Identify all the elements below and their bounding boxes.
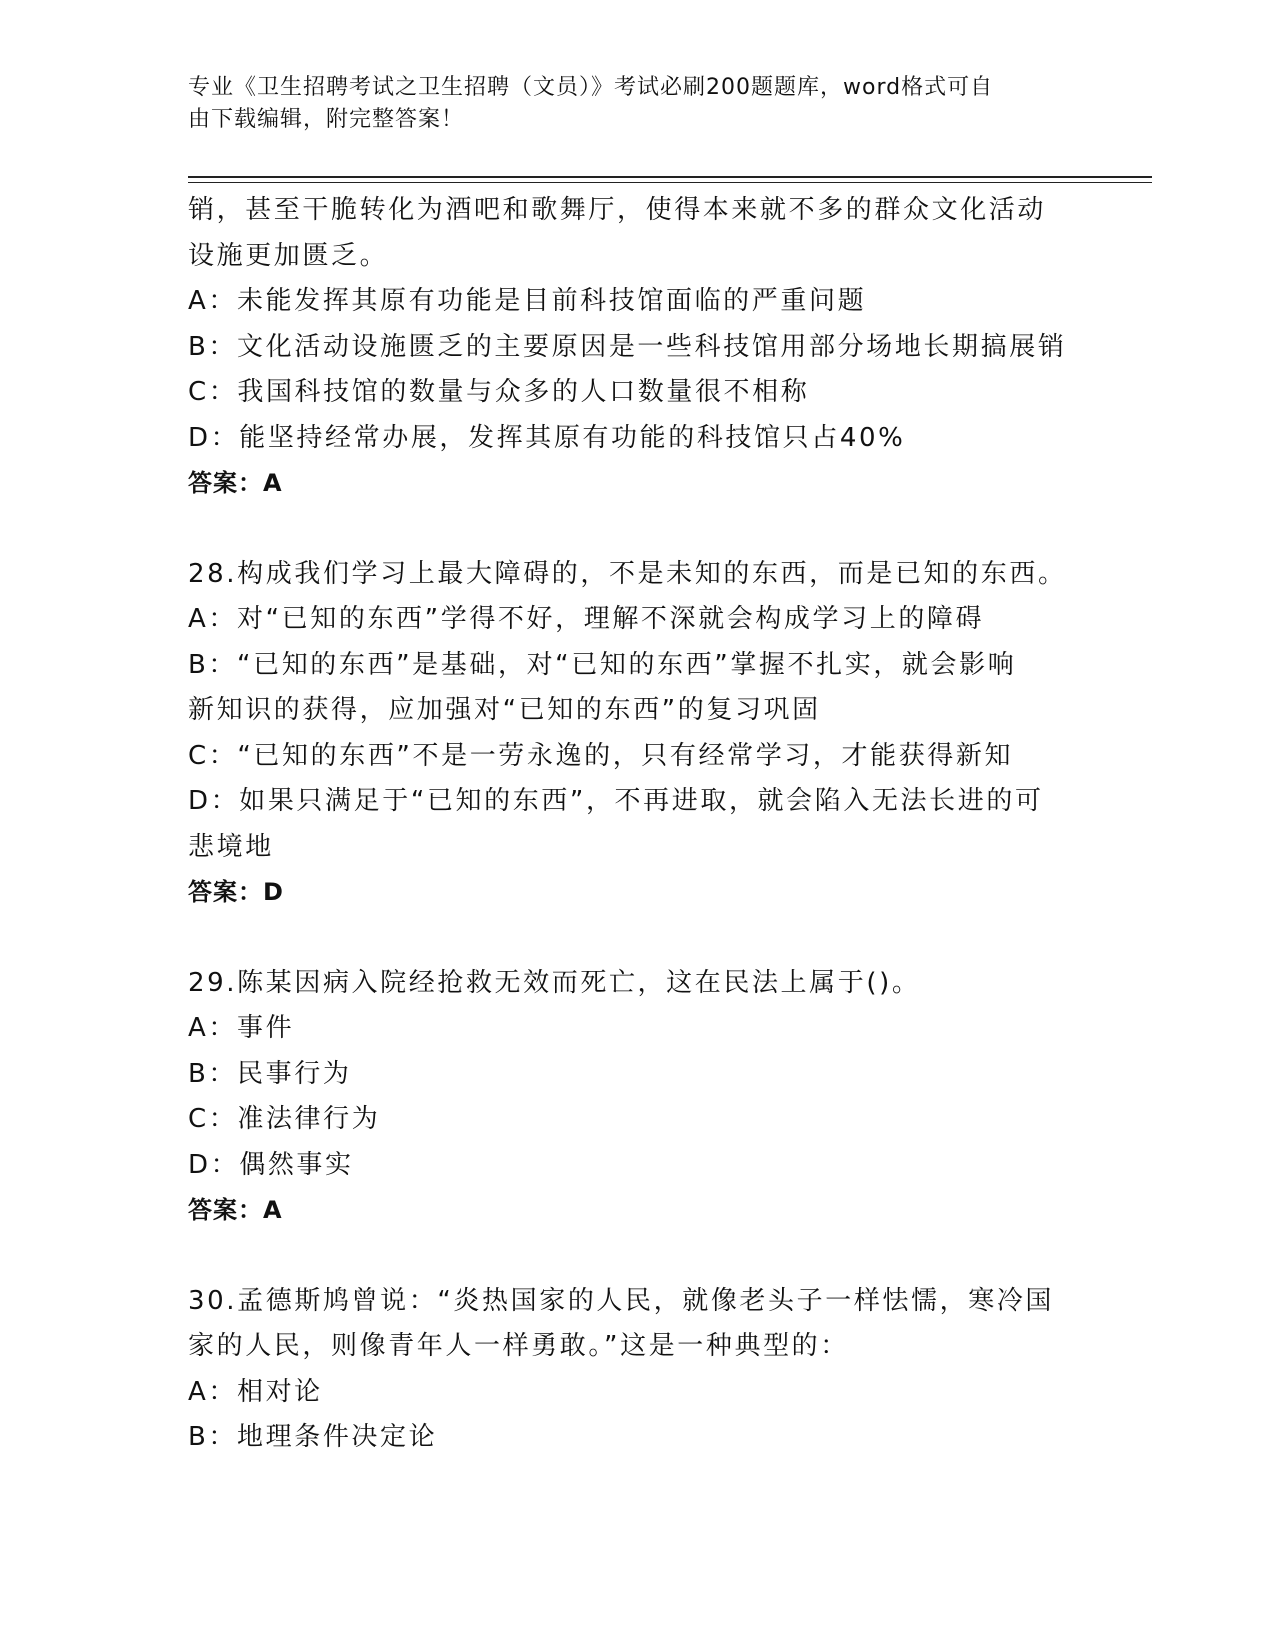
spacer [188,916,1088,961]
spacer [188,507,1088,552]
header-line-2: 由下载编辑，附完整答案！ [188,107,465,132]
option-d: D：如果只满足于“已知的东西”，不再进取，就会陷入无法长进的可 [188,786,1044,816]
question-stem: 29.陈某因病入院经抢救无效而死亡，这在民法上属于()。 [188,967,921,998]
answer: 答案：A [188,469,283,497]
question-stem: 家的人民，则像青年人一样勇敢。”这是一种典型的： [188,1331,849,1361]
option-c: C：准法律行为 [188,1104,381,1134]
question-30 [188,1279,1088,1461]
option-a: A：未能发挥其原有功能是目前科技馆面临的严重问题 [188,286,867,316]
option-b-continued: 新知识的获得，应加强对“已知的东西”的复习巩固 [188,695,821,725]
question-stem: 28.构成我们学习上最大障碍的，不是未知的东西，而是已知的东西。 [188,558,1067,589]
question-stem: 销，甚至干脆转化为酒吧和歌舞厅，使得本来就不多的群众文化活动 [188,195,1047,225]
document-header [188,72,1068,136]
answer: 答案：D [188,878,284,906]
option-d: D：偶然事实 [188,1149,354,1180]
option-a: A：相对论 [188,1376,323,1407]
spacer [188,1234,1088,1279]
question-28 [188,552,1088,916]
question-stem: 30.孟德斯鸠曾说：“炎热国家的人民，就像老头子一样怯懦，寒冷国 [188,1285,1055,1316]
option-a: A：事件 [188,1013,295,1043]
header-rule-thin [188,182,1152,183]
option-b: B：文化活动设施匮乏的主要原因是一些科技馆用部分场地长期搞展销 [188,331,1067,362]
option-c: C：我国科技馆的数量与众多的人口数量很不相称 [188,377,810,407]
option-b: B：“已知的东西”是基础，对“已知的东西”掌握不扎实，就会影响 [188,649,1017,680]
option-d-continued: 悲境地 [188,831,274,862]
question-list [188,188,1088,1461]
option-b: B：民事行为 [188,1058,352,1089]
option-d: D：能坚持经常办展，发挥其原有功能的科技馆只占40% [188,422,906,453]
header-line-1: 专业《卫生招聘考试之卫生招聘（文员）》考试必刷200题题库，word格式可自 [188,75,994,100]
question-stem: 设施更加匮乏。 [188,240,389,271]
option-c: C：“已知的东西”不是一劳永逸的，只有经常学习，才能获得新知 [188,740,1014,771]
question-27 [188,188,1088,507]
question-29 [188,961,1088,1234]
option-b: B：地理条件决定论 [188,1422,438,1452]
answer: 答案：A [188,1196,283,1224]
header-rule-thick [188,176,1152,178]
option-a: A：对“已知的东西”学得不好，理解不深就会构成学习上的障碍 [188,604,985,634]
